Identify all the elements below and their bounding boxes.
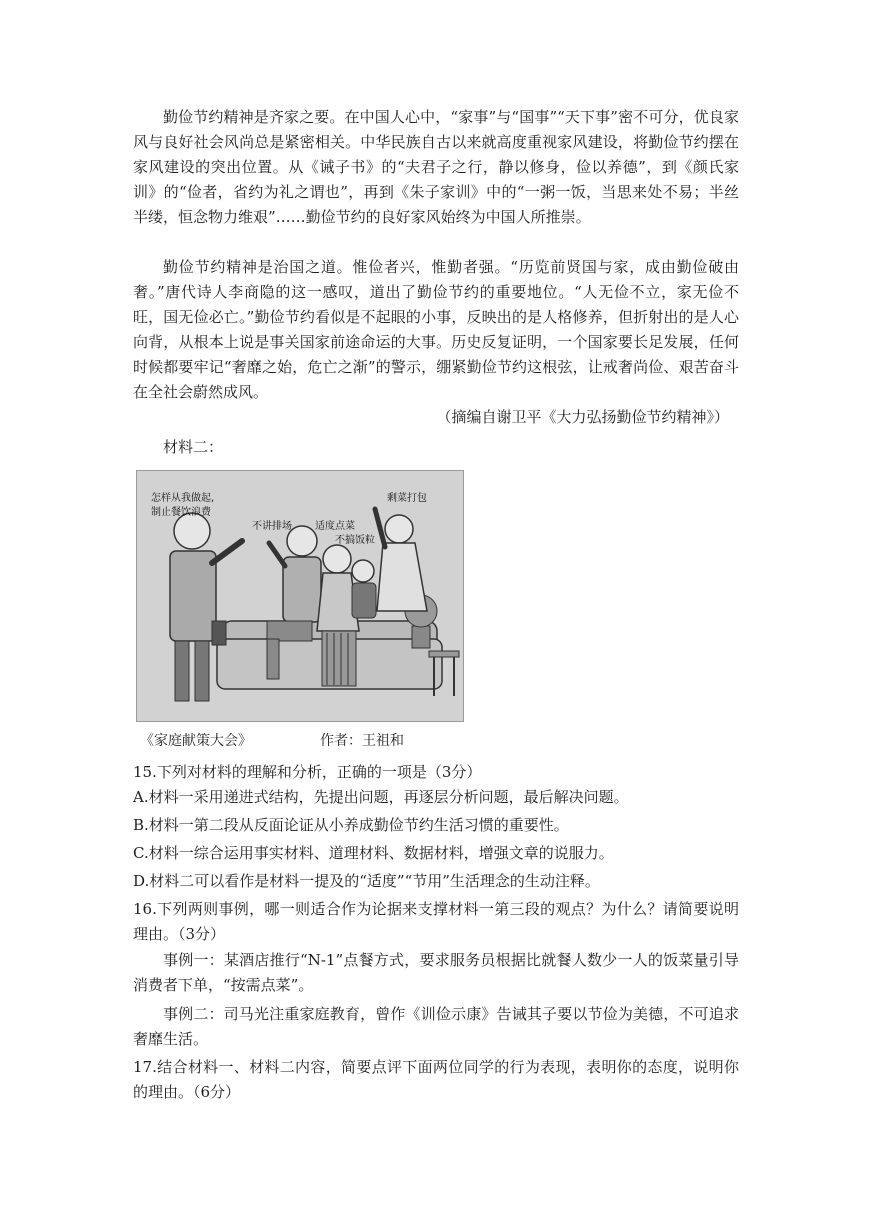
question-16-example-2: 事例二：司马光注重家庭教育，曾作《训俭示康》告诫其子要以节俭为美德，不可追求奢靡生活。 <box>133 1005 739 1048</box>
question-15-option-a: A.材料一采用递进式结构，先提出问题，再逐层分析问题，最后解决问题。 <box>133 788 629 806</box>
speech-teacher-1: 怎样从我做起, <box>151 493 215 504</box>
notebook <box>212 621 226 645</box>
cartoon-caption: 《家庭献策大会》 <box>140 733 252 749</box>
cartoon-image <box>136 470 464 722</box>
speech-teacher-2: 制止餐饮浪费 <box>151 507 211 518</box>
speech-bubble-3: 不搞饭粒 <box>335 535 375 546</box>
speech-bubble-2: 适度点菜 <box>315 521 355 532</box>
source-citation: （摘编自谢卫平《大力弘扬勤俭节约精神》） <box>436 408 729 426</box>
question-17: 17.结合材料一、材料二内容，简要点评下面两位同学的行为表现，表明你的态度，说明你的理由。（6分） <box>133 1058 739 1101</box>
plant-pot <box>412 626 430 648</box>
cartoon-author: 作者：王祖和 <box>320 733 404 749</box>
question-15: 15.下列对材料的理解和分析，正确的一项是（3分） <box>133 763 482 781</box>
speech-bubble-4: 剩菜打包 <box>387 493 427 504</box>
question-15-option-c: C.材料一综合运用事实材料、道理材料、数据材料，增强文章的说服力。 <box>133 844 614 862</box>
paragraph-2: 勤俭节约精神是治国之道。惟俭者兴，惟勤者强。“历览前贤国与家，成由勤俭破由奢。”唐代诗人李商隐的这一感叹，道出了勤俭节约的重要地位。“人无俭不立，家无俭不旺，国无俭必亡。”勤俭节约看似是不起眼的小事，反映出的是人格修养，但折射出的是人心向背，从根本上说是事关国家前途命运的大事。历史反复证明，一个国家要长足发展，任何时候都要牢记“奢靡之始，危亡之渐”的警示，绷紧勤俭节约这根弦，让戒奢尚俭、艰苦奋斗在全社会蔚然成风。 <box>133 258 739 401</box>
question-16: 16.下列两则事例，哪一则适合作为论据来支撑材料一第三段的观点？为什么？请简要说明理由。（3分） <box>133 900 739 943</box>
teacher-head <box>174 513 210 549</box>
cartoon-illustration <box>137 471 464 722</box>
question-15-option-b: B.材料一第二段从反面论证从小养成勤俭节约生活习惯的重要性。 <box>133 816 569 834</box>
speech-bubble-1: 不讲排场 <box>252 521 292 532</box>
question-15-option-d: D.材料二可以看作是材料一提及的“适度”“节用”生活理念的生动注释。 <box>133 872 600 890</box>
paragraph-1: 勤俭节约精神是齐家之要。在中国人心中，“家事”与“国事”“天下事”密不可分，优良家风与良好社会风尚总是紧密相关。中华民族自古以来就高度重视家风建设，将勤俭节约摆在家风建设的突出位置。从《诫子书》的“夫君子之行，静以修身，俭以养德”，到《颜氏家训》的“俭者，省约为礼之谓也”，再到《朱子家训》中的“一粥一饭，当思来处不易；半丝半缕，恒念物力维艰”……勤俭节约的良好家风始终为中国人所推崇。 <box>133 108 739 226</box>
material-2-label: 材料二： <box>163 438 224 456</box>
question-16-example-1: 事例一：某酒店推行“N-1”点餐方式，要求服务员根据比就餐人数少一人的饭菜量引导消费者下单，“按需点菜”。 <box>133 951 739 994</box>
